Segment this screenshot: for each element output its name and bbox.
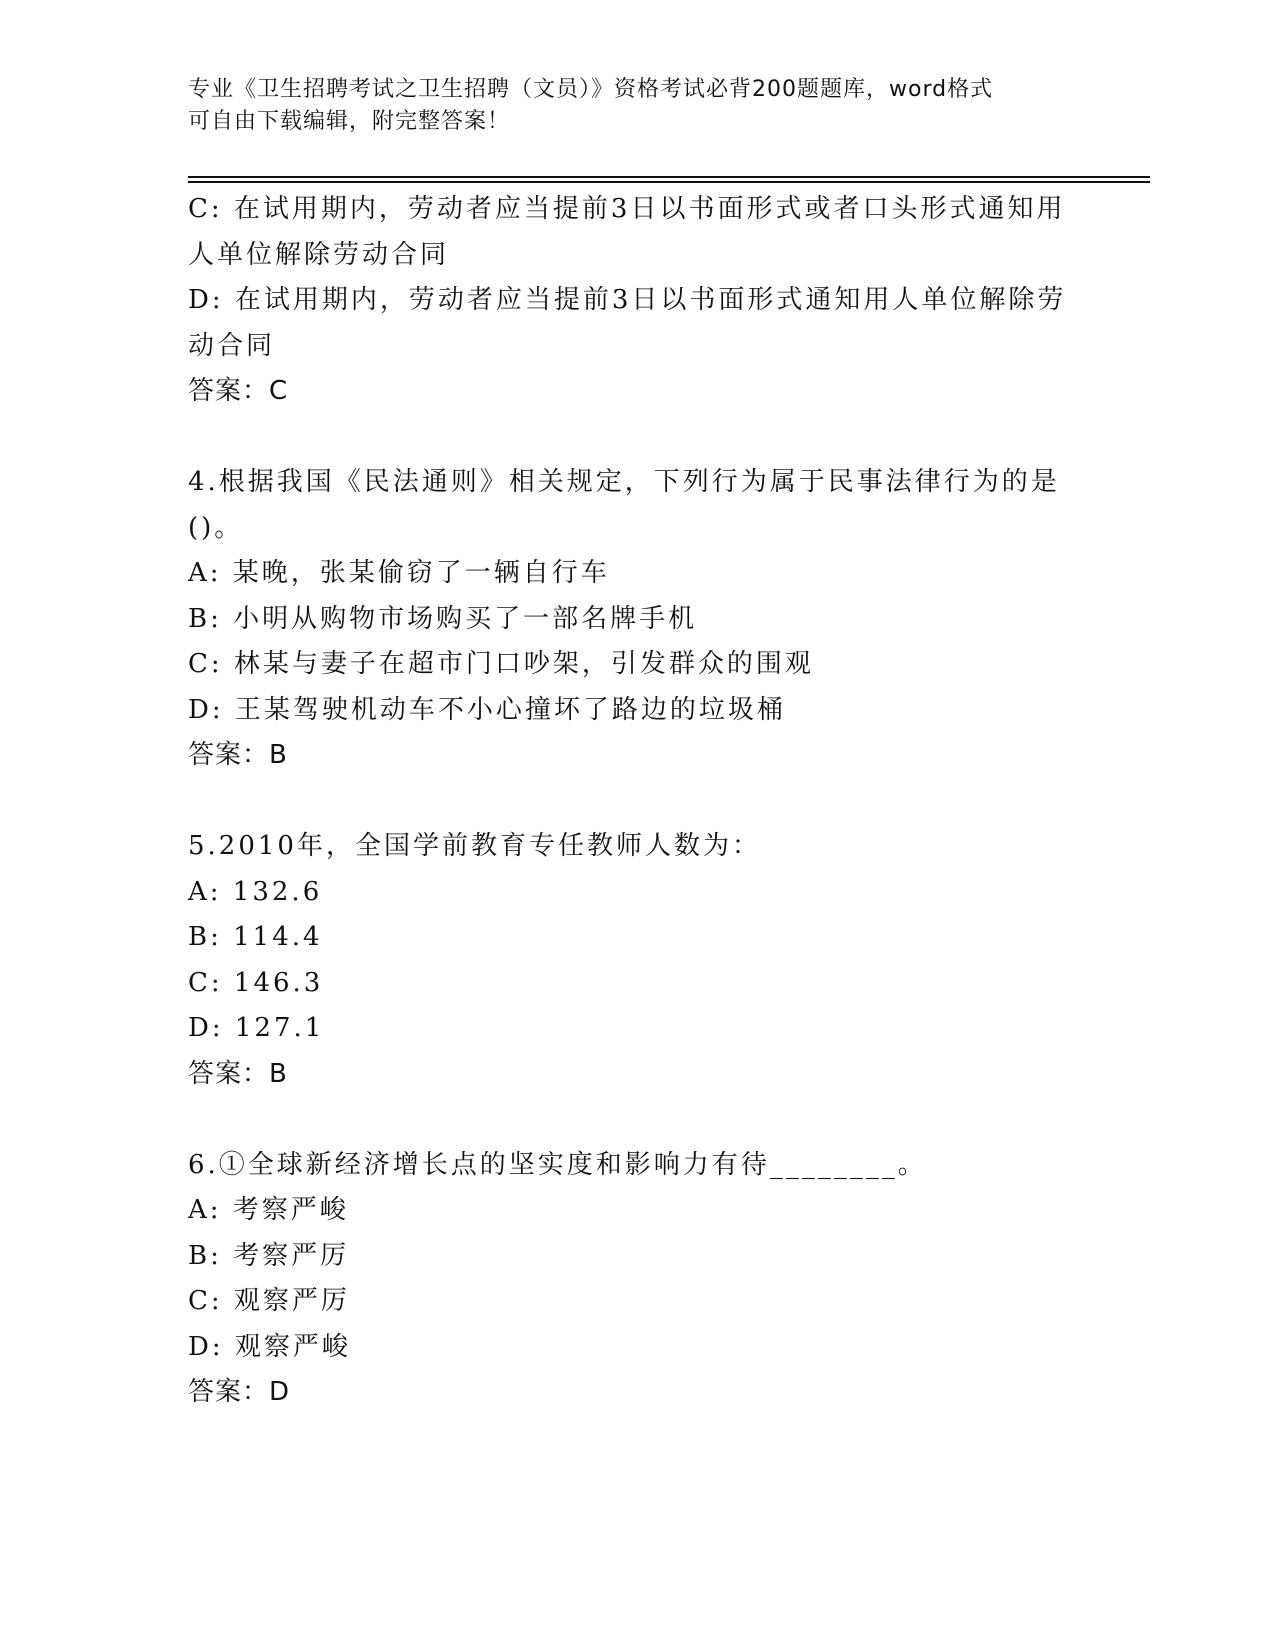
option-text-line: 动合同 — [188, 330, 276, 361]
header-divider-bottom — [188, 181, 1150, 183]
answer-option: B: 考察严厉 — [188, 1240, 350, 1271]
question-block — [188, 460, 1078, 779]
answer-option: A: 132.6 — [188, 876, 323, 907]
question-stem-line: ()。 — [188, 512, 244, 543]
question-block — [188, 1143, 1078, 1416]
answer-option — [188, 187, 1078, 278]
question-stem-line: 6.①全球新经济增长点的坚实度和影响力有待________。 — [188, 1149, 927, 1180]
answer-option — [188, 278, 1078, 369]
answer-option: D: 观察严峻 — [188, 1331, 351, 1362]
answer-key: 答案：C — [188, 376, 289, 406]
answer-option: C: 146.3 — [188, 967, 324, 998]
answer-key: 答案：B — [188, 740, 288, 770]
option-text-line: C: 在试用期内，劳动者应当提前3日以书面形式或者口头形式通知用 — [188, 194, 1066, 224]
answer-option: C: 林某与妻子在超市门口吵架，引发群众的围观 — [188, 649, 814, 679]
header-title-line-2: 可自由下载编辑，附完整答案！ — [188, 109, 511, 134]
header-divider-top — [188, 176, 1150, 178]
option-text-line: D: 在试用期内，劳动者应当提前3日以书面形式通知用人单位解除劳 — [188, 285, 1067, 315]
answer-option: B: 小明从购物市场购买了一部名牌手机 — [188, 603, 698, 634]
question-stem-line: 4.根据我国《民法通则》相关规定，下列行为属于民事法律行为的是 — [188, 467, 1060, 497]
answer-option: D: 127.1 — [188, 1013, 325, 1043]
answer-option: A: 考察严峻 — [188, 1195, 349, 1225]
answer-option: A: 某晚，张某偷窃了一辆自行车 — [188, 558, 610, 588]
option-text-line: 人单位解除劳动合同 — [188, 239, 450, 270]
header-title-line-1: 专业《卫生招聘考试之卫生招聘（文员）》资格考试必背200题题库，word格式 — [188, 77, 994, 102]
question-block — [188, 824, 1078, 1097]
question-block — [188, 187, 1078, 415]
answer-key: 答案：B — [188, 1058, 288, 1089]
answer-option: C: 观察严厉 — [188, 1286, 350, 1316]
document-header — [188, 74, 1068, 138]
answer-option: D: 王某驾驶机动车不小心撞坏了路边的垃圾桶 — [188, 694, 786, 725]
answer-key: 答案：D — [188, 1377, 291, 1407]
answer-option: B: 114.4 — [188, 922, 323, 952]
question-stem-line: 5.2010年，全国学前教育专任教师人数为： — [188, 831, 761, 861]
question-stem — [188, 460, 1078, 551]
question-list — [188, 187, 1078, 1416]
